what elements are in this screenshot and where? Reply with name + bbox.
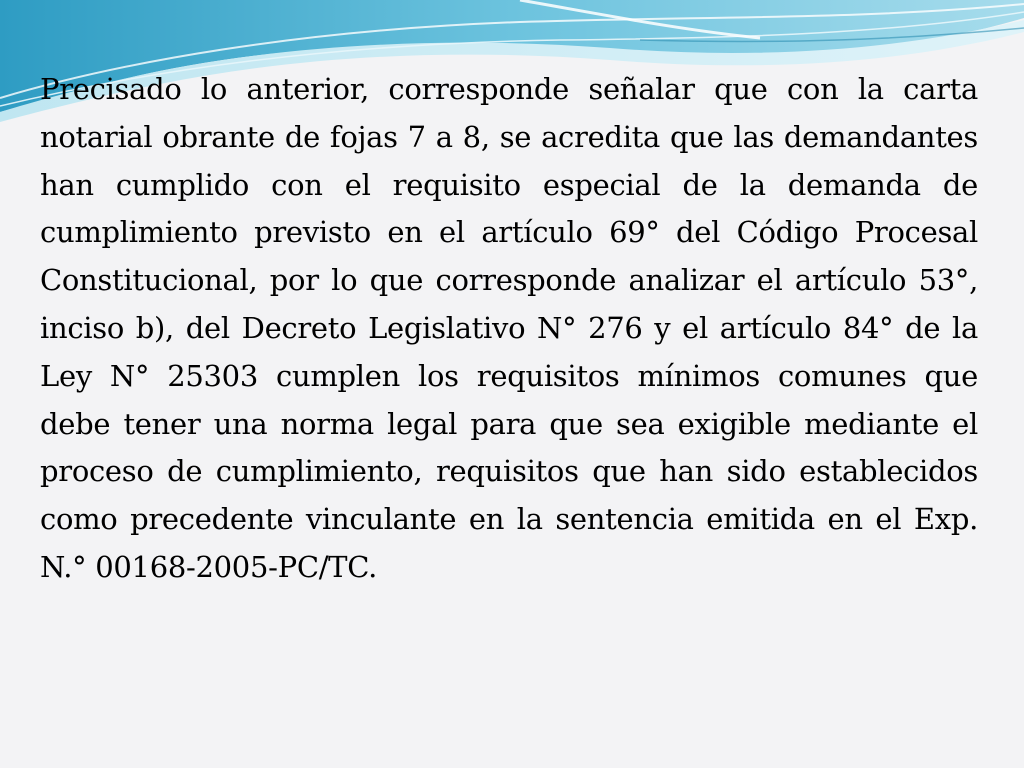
body-paragraph: Precisado lo anterior, corresponde señalar que con la carta notarial obrante de fojas 7 a 8, se acredita que las demandantes han cumplido con el requisito especial de la demanda de cumplimiento previsto en el artículo 69° del Código Procesal Constitucional, por lo que corresponde analizar el artículo 53°, inciso b), del Decreto Legislativo N° 276 y el artículo 84° de la Ley N° 25303 cumplen los requisitos mínimos comunes que debe tener una norma legal para que sea exigible mediante el proceso de cumplimiento, requisitos que han sido establecidos como precedente vinculante en la sentencia emitida en el Exp. N.° 00168-2005-PC/TC. <box>40 72 978 584</box>
